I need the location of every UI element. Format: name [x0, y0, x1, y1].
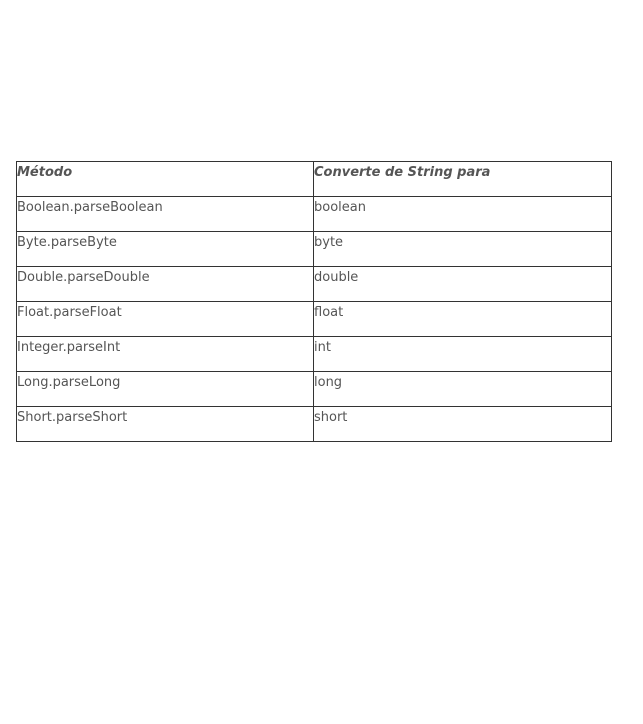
method-cell — [17, 197, 314, 232]
parse-methods-table — [16, 161, 612, 442]
header-converts-emph: String — [407, 165, 453, 180]
type-cell — [314, 302, 612, 337]
table-row — [17, 232, 612, 267]
table-header-row — [17, 162, 612, 197]
table-row — [17, 197, 612, 232]
method-name: Byte.parseByte — [17, 235, 117, 250]
type-name: double — [314, 270, 359, 285]
method-cell — [17, 407, 314, 442]
type-name: float — [314, 305, 344, 320]
table-row — [17, 337, 612, 372]
header-method — [17, 162, 314, 197]
header-converts-to — [314, 162, 612, 197]
table-row — [17, 407, 612, 442]
type-cell — [314, 337, 612, 372]
type-name: int — [314, 340, 331, 355]
method-cell — [17, 337, 314, 372]
type-name: short — [314, 410, 348, 425]
method-cell — [17, 372, 314, 407]
header-method-label: Método — [17, 165, 73, 180]
method-name: Double.parseDouble — [17, 270, 150, 285]
method-name: Long.parseLong — [17, 375, 121, 390]
table-row — [17, 302, 612, 337]
header-converts-label — [314, 162, 611, 183]
header-converts-suffix: para — [452, 165, 491, 180]
method-cell — [17, 232, 314, 267]
method-name: Short.parseShort — [17, 410, 128, 425]
method-name: Float.parseFloat — [17, 305, 122, 320]
method-name: Boolean.parseBoolean — [17, 200, 163, 215]
type-name: boolean — [314, 200, 366, 215]
type-cell — [314, 267, 612, 302]
type-cell — [314, 407, 612, 442]
method-name: Integer.parseInt — [17, 340, 121, 355]
header-converts-prefix: Converte de — [314, 165, 408, 180]
method-cell — [17, 267, 314, 302]
method-cell — [17, 302, 314, 337]
type-cell — [314, 197, 612, 232]
type-name: long — [314, 375, 343, 390]
type-name: byte — [314, 235, 344, 250]
type-cell — [314, 372, 612, 407]
type-cell — [314, 232, 612, 267]
table-row — [17, 372, 612, 407]
table-row — [17, 267, 612, 302]
